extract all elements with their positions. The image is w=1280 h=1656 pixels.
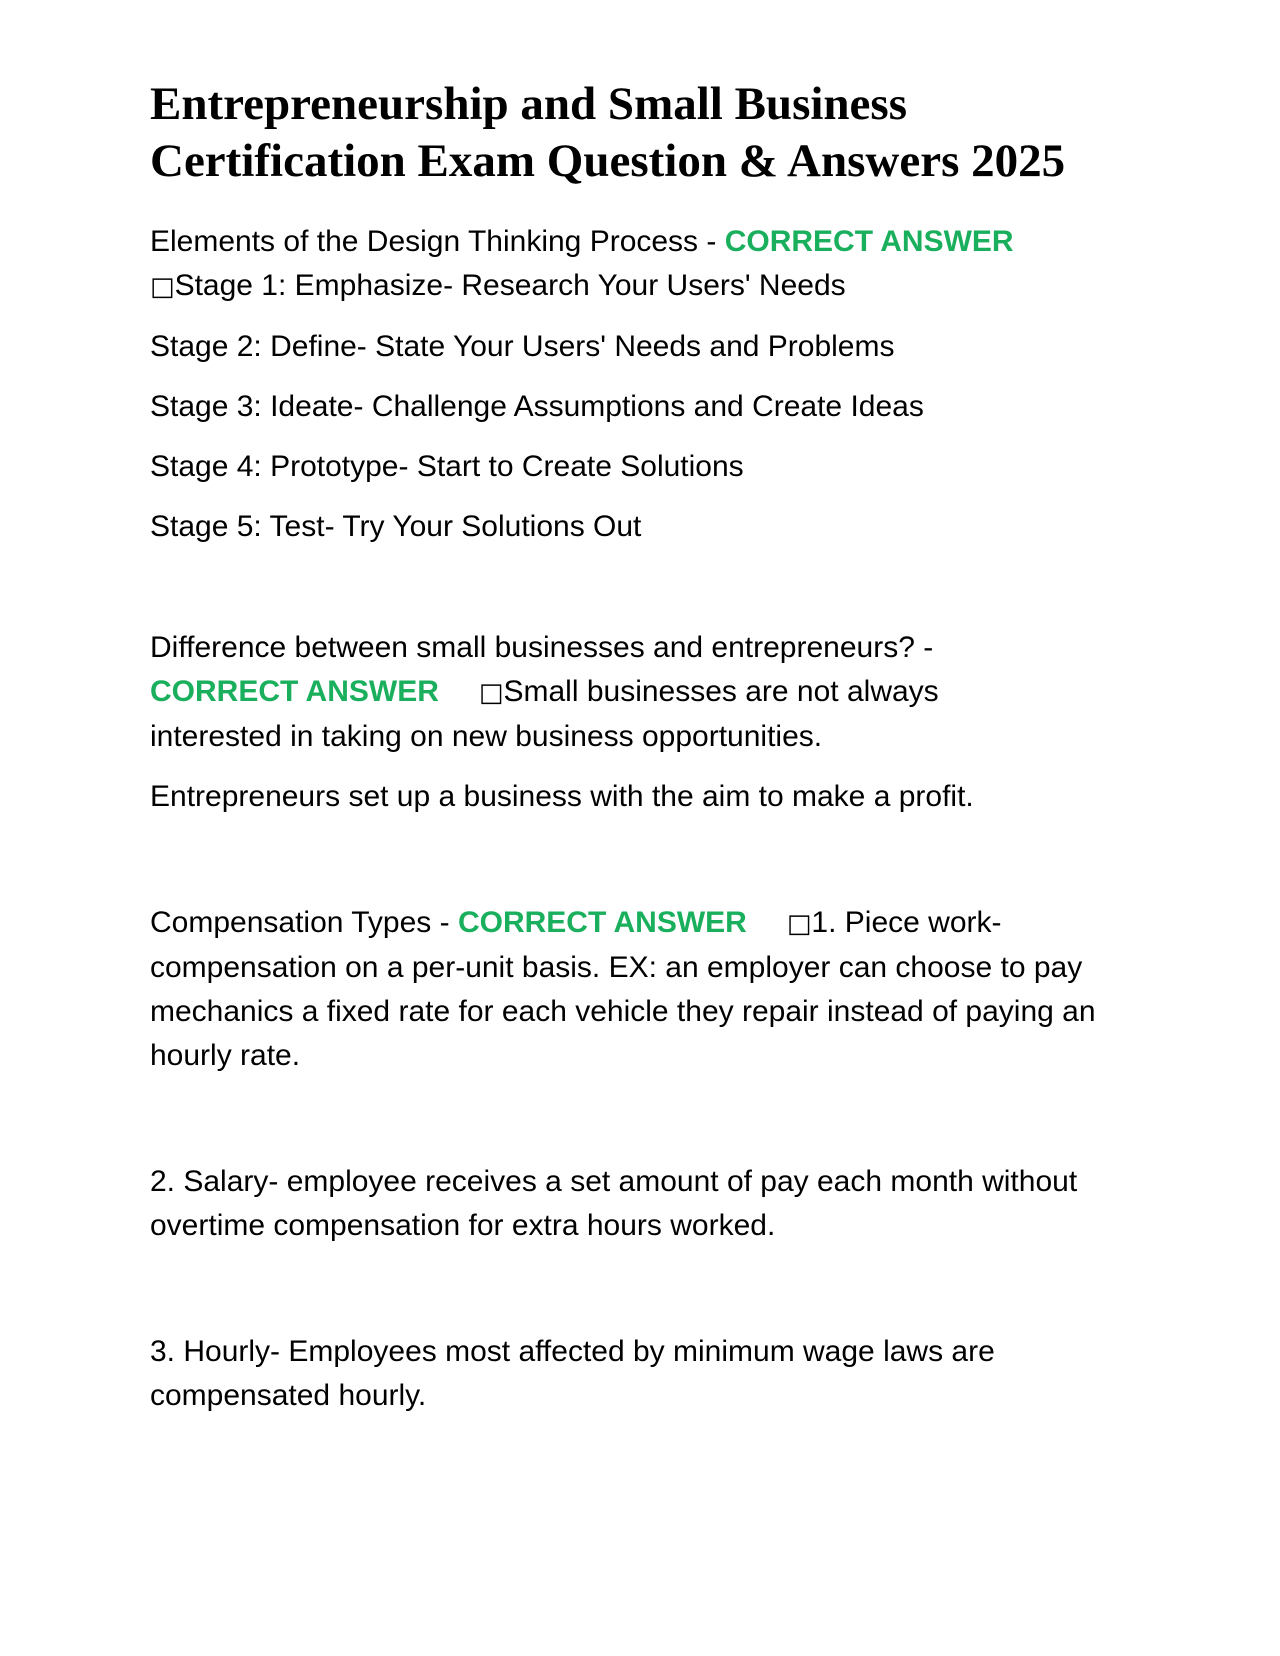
question-text: Compensation Types - (150, 906, 458, 939)
answer-entrepreneurs: Entrepreneurs set up a business with the aim to make a profit. (150, 780, 974, 813)
stage-1: Stage 1: Emphasize- Research Your Users' Needs (174, 269, 846, 302)
stage-3: Stage 3: Ideate- Challenge Assumptions and Create Ideas (150, 390, 924, 423)
question-compensation-types (150, 901, 1135, 1078)
question-text: Difference between small businesses and entrepreneurs? - (150, 631, 934, 664)
question-text: Elements of the Design Thinking Process - (150, 225, 725, 258)
missing-glyph-box-icon: □ (478, 678, 504, 708)
correct-answer-label: CORRECT ANSWER (724, 225, 1014, 258)
compensation-piece-work: 1. Piece work- compensation on a per-unit basis. EX: an employer can choose to pay mechanics a fixed rate for each vehicle they repair instead of paying an hourly rate. (150, 906, 1096, 1072)
document-page (150, 76, 1150, 1418)
question-design-thinking (150, 220, 1080, 309)
stage-4: Stage 4: Prototype- Start to Create Solutions (150, 450, 744, 483)
correct-answer-label: CORRECT ANSWER (150, 675, 439, 708)
question-small-business-vs-entrepreneur (150, 626, 1030, 759)
compensation-hourly: 3. Hourly- Employees most affected by minimum wage laws are compensated hourly. (150, 1335, 995, 1412)
missing-glyph-box-icon: □ (150, 272, 175, 302)
compensation-salary: 2. Salary- employee receives a set amount of pay each month without overtime compensation for extra hours worked. (150, 1165, 1078, 1242)
missing-glyph-box-icon: □ (786, 909, 812, 939)
document-title: Entrepreneurship and Small Business Certification Exam Question & Answers 2025 (150, 78, 1066, 187)
correct-answer-label: CORRECT ANSWER (457, 906, 747, 939)
stage-5: Stage 5: Test- Try Your Solutions Out (150, 510, 642, 543)
answer-small-businesses: Small businesses are not always interested in taking on new business opportunities. (150, 675, 939, 753)
stage-2: Stage 2: Define- State Your Users' Needs and Problems (150, 330, 895, 363)
